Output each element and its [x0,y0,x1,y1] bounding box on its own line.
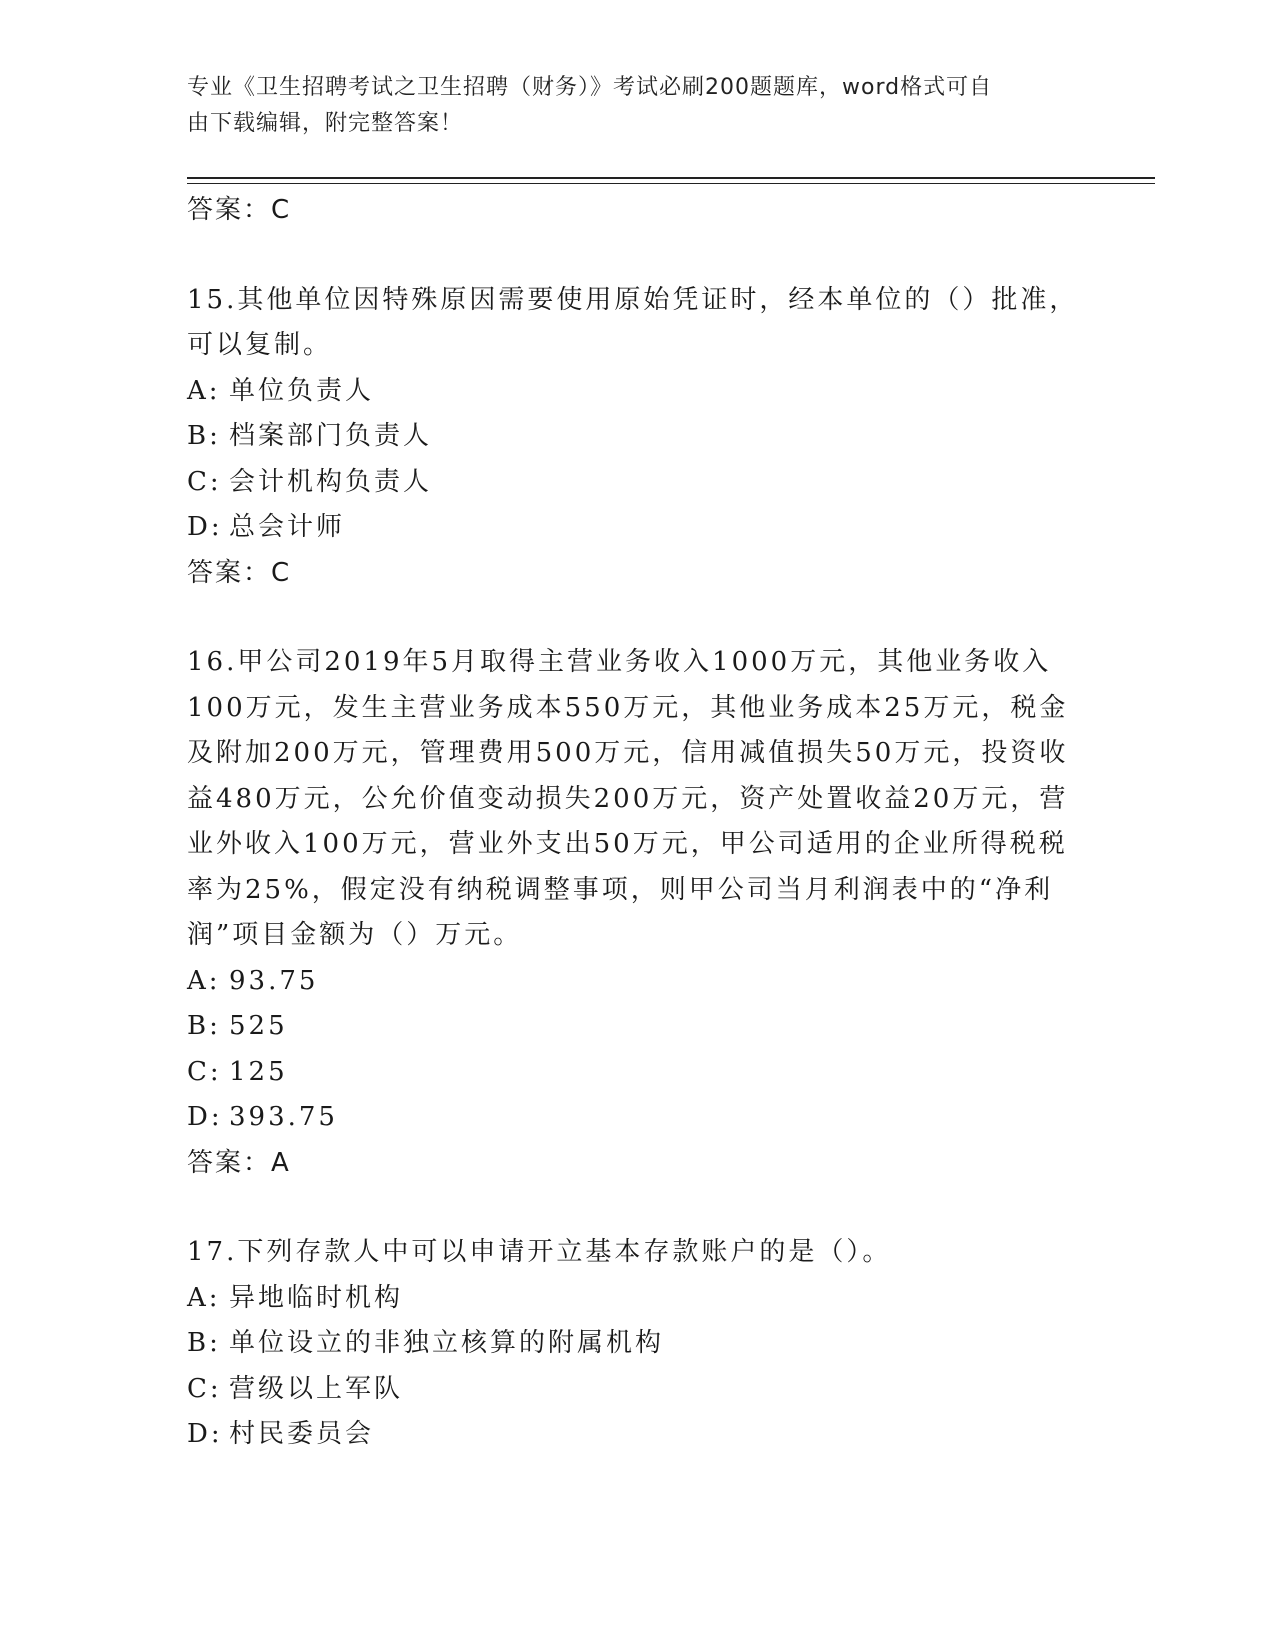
option-text: 营级以上军队 [229,1373,404,1404]
option-c [187,460,1087,506]
question-block [187,640,1087,1186]
option-letter: B: [187,1011,221,1041]
answer-line: 答案：C [187,557,292,588]
option-letter: C: [187,1056,222,1087]
option-letter: D: [187,512,223,542]
answer-line: 答案：A [187,1147,291,1178]
option-text: 525 [229,1011,288,1041]
option-letter: A: [187,1282,221,1313]
question-text-line: 业外收入100万元，营业外支出50万元，甲公司适用的企业所得税税 [187,829,1068,859]
option-text: 档案部门负责人 [229,421,433,451]
option-text: 总会计师 [229,512,346,542]
option-b [187,1321,1087,1367]
option-b [187,414,1087,460]
option-letter: C: [187,466,222,497]
option-a [187,369,1087,415]
question-text-line: 润”项目金额为（）万元。 [187,920,523,950]
option-letter: A: [187,965,221,996]
header-line: 专业《卫生招聘考试之卫生招聘（财务）》考试必刷200题题库，word格式可自 [187,75,993,100]
question-text-line: 15.其他单位因特殊原因需要使用原始凭证时，经本单位的（）批准， [187,284,1079,315]
option-d [187,1095,1087,1141]
question-text-line: 100万元，发生主营业务成本550万元，其他业务成本25万元，税金 [187,692,1069,723]
option-letter: D: [187,1102,223,1132]
option-text: 村民委员会 [229,1419,375,1449]
option-text: 单位设立的非独立核算的附属机构 [229,1328,665,1358]
option-a [187,1276,1087,1322]
question-block [187,1230,1087,1458]
option-d [187,505,1087,551]
header-rule-thin [187,183,1155,184]
document-header [187,70,1087,142]
option-letter: B: [187,1328,221,1358]
question-text-line: 16.甲公司2019年5月取得主营业务收入1000万元，其他业务收入 [187,647,1052,677]
option-letter: A: [187,375,221,406]
option-letter: C: [187,1373,222,1404]
header-line: 由下载编辑，附完整答案！ [187,111,464,136]
option-letter: D: [187,1419,223,1449]
option-c [187,1367,1087,1413]
previous-answer: 答案：C [187,195,292,225]
option-text: 异地临时机构 [229,1282,404,1313]
option-d [187,1412,1087,1458]
option-text: 393.75 [229,1102,338,1132]
option-letter: B: [187,421,221,451]
question-text-line: 率为25%，假定没有纳税调整事项，则甲公司当月利润表中的“净利 [187,874,1054,905]
option-b [187,1004,1087,1050]
question-text-line: 益480万元，公允价值变动损失200万元，资产处置收益20万元，营 [187,783,1069,814]
question-block [187,278,1087,597]
option-text: 单位负责人 [229,375,375,406]
header-rule-thick [187,177,1155,179]
option-text: 125 [229,1056,288,1087]
option-text: 93.75 [229,965,319,996]
question-text-line: 及附加200万元，管理费用500万元，信用减值损失50万元，投资收 [187,738,1069,768]
option-a [187,959,1087,1005]
question-list [187,188,1087,1458]
question-text-line: 可以复制。 [187,330,333,360]
question-text-line: 17.下列存款人中可以申请开立基本存款账户的是（）。 [187,1237,892,1267]
option-text: 会计机构负责人 [229,466,433,497]
option-c [187,1050,1087,1096]
